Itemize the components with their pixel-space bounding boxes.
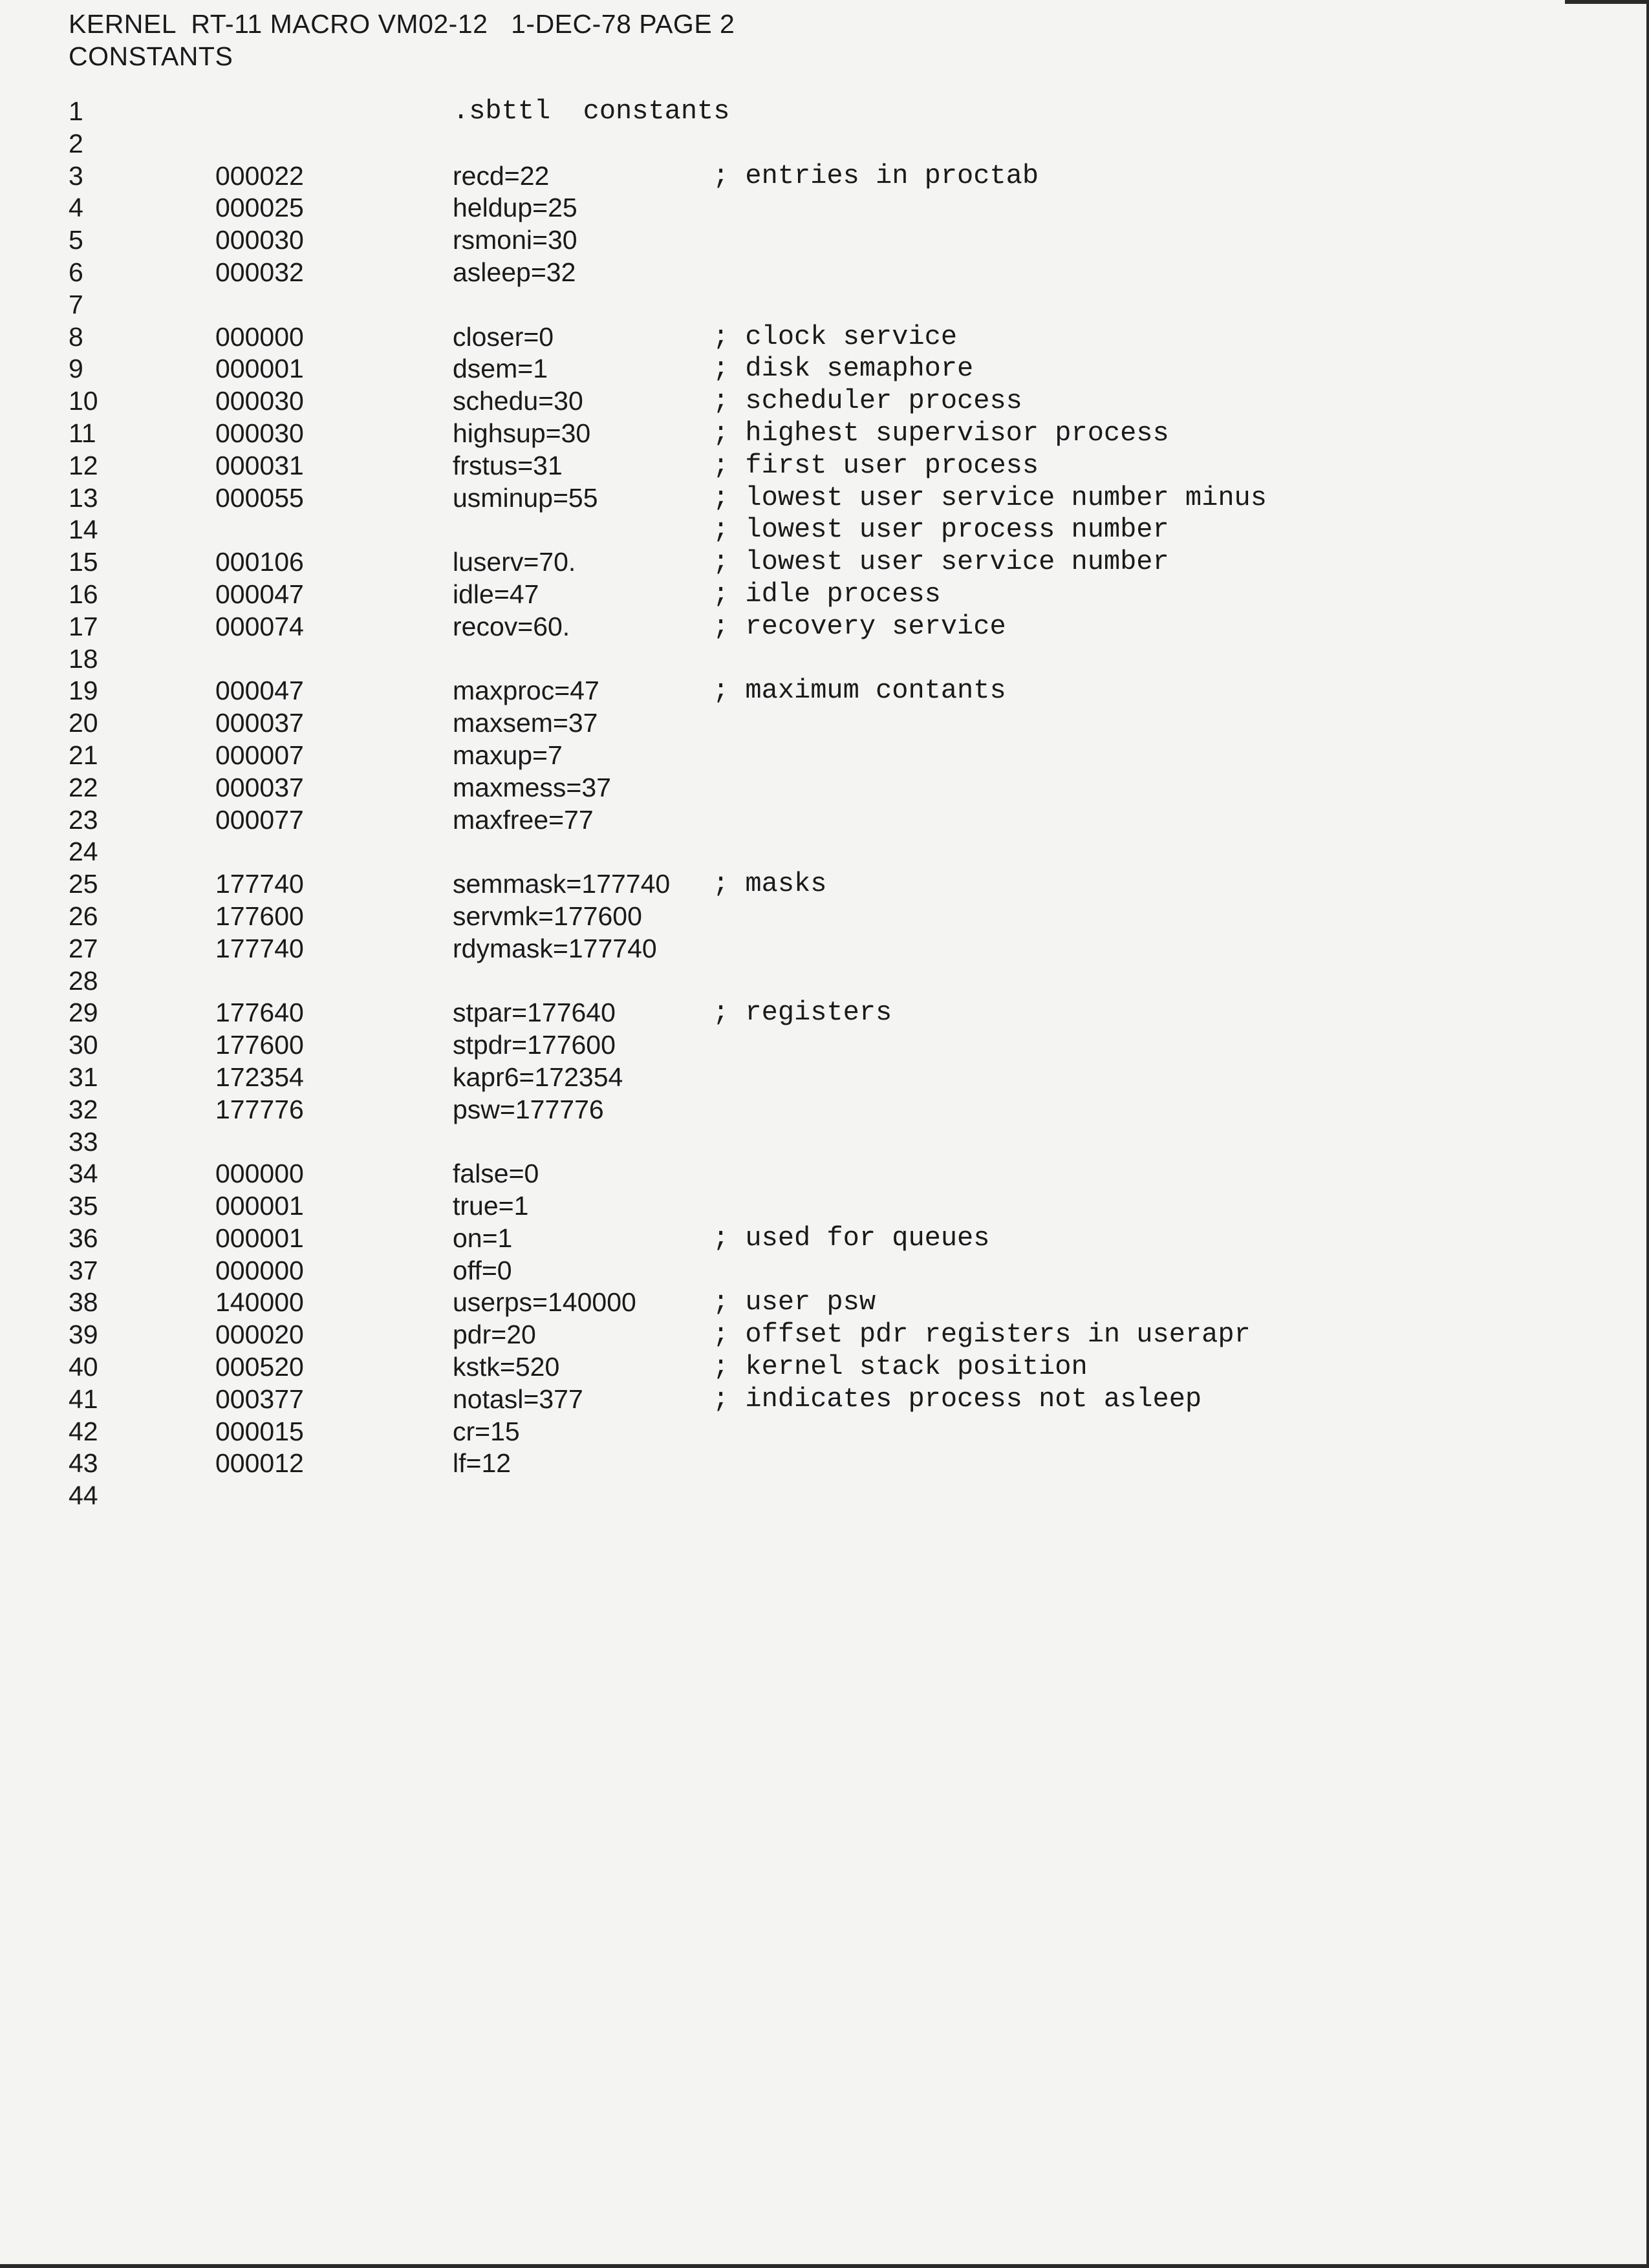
line-number: 22	[69, 772, 98, 802]
octal-value: 000000	[215, 1255, 304, 1285]
line-number: 25	[69, 869, 98, 899]
source-statement: recov=60.	[453, 611, 570, 641]
source-statement: maxsem=37	[453, 708, 598, 738]
source-statement: heldup=25	[453, 193, 577, 223]
source-statement: stpar=177640	[453, 998, 616, 1028]
source-statement: closer=0	[453, 321, 554, 352]
header-section-line: CONSTANTS	[69, 41, 233, 71]
line-number: 24	[69, 837, 98, 867]
source-statement: maxup=7	[453, 740, 563, 770]
octal-value: 000001	[215, 1191, 304, 1221]
source-comment: ; kernel stack position	[713, 1351, 1088, 1383]
source-statement: psw=177776	[453, 1094, 604, 1124]
line-number: 15	[69, 547, 98, 577]
line-number: 17	[69, 611, 98, 641]
source-statement: maxfree=77	[453, 804, 594, 835]
octal-value: 000047	[215, 579, 304, 609]
octal-value: 000022	[215, 160, 304, 191]
line-number: 3	[69, 160, 83, 191]
source-statement: maxproc=47	[453, 676, 599, 706]
source-comment: ; user psw	[713, 1287, 876, 1318]
line-number: 20	[69, 708, 98, 738]
line-number: 27	[69, 933, 98, 963]
octal-value: 172354	[215, 1062, 304, 1092]
line-number: 41	[69, 1384, 98, 1414]
source-statement: on=1	[453, 1223, 513, 1253]
source-statement: luserv=70.	[453, 547, 576, 577]
source-statement: highsup=30	[453, 418, 591, 448]
line-number: 44	[69, 1481, 98, 1511]
octal-value: 000007	[215, 740, 304, 770]
page-right-edge	[1646, 0, 1649, 2268]
line-number: 10	[69, 386, 98, 416]
octal-value: 000077	[215, 804, 304, 835]
source-statement: servmk=177600	[453, 901, 642, 931]
line-number: 2	[69, 128, 83, 158]
line-number: 12	[69, 450, 98, 480]
line-number: 14	[69, 515, 98, 545]
source-comment: ; lowest user service number	[713, 546, 1169, 578]
line-number: 5	[69, 225, 83, 255]
line-number: 7	[69, 289, 83, 319]
source-statement: userps=140000	[453, 1287, 636, 1318]
line-number: 18	[69, 643, 98, 674]
octal-value: 000047	[215, 676, 304, 706]
line-number: 23	[69, 804, 98, 835]
page-bottom-edge	[0, 2264, 1649, 2268]
octal-value: 000000	[215, 321, 304, 352]
octal-value: 000025	[215, 193, 304, 223]
line-number: 4	[69, 193, 83, 223]
source-statement: stpdr=177600	[453, 1030, 616, 1060]
source-statement: rdymask=177740	[453, 933, 657, 963]
octal-value: 000001	[215, 1223, 304, 1253]
line-number: 19	[69, 676, 98, 706]
line-number: 39	[69, 1320, 98, 1350]
line-number: 21	[69, 740, 98, 770]
source-statement: pdr=20	[453, 1320, 536, 1350]
octal-value: 000055	[215, 482, 304, 513]
header-title-line: KERNEL RT-11 MACRO VM02-12 1-DEC-78 PAGE 2	[69, 9, 735, 39]
source-statement: semmask=177740	[453, 869, 671, 899]
line-number: 26	[69, 901, 98, 931]
octal-value: 000037	[215, 708, 304, 738]
line-number: 33	[69, 1126, 98, 1157]
source-comment: ; idle process	[713, 578, 941, 610]
source-statement: schedu=30	[453, 386, 583, 416]
octal-value: 000020	[215, 1320, 304, 1350]
source-comment: ; masks	[713, 868, 827, 900]
page-edge-shadow	[1565, 0, 1649, 4]
line-number: 36	[69, 1223, 98, 1253]
source-comment: ; entries in proctab	[713, 160, 1039, 191]
octal-value: 140000	[215, 1287, 304, 1318]
source-comment: ; registers	[713, 997, 892, 1029]
octal-value: 177640	[215, 998, 304, 1028]
line-number: 13	[69, 482, 98, 513]
source-comment: ; used for queues	[713, 1222, 990, 1254]
octal-value: 177776	[215, 1094, 304, 1124]
source-comment: ; lowest user service number minus	[713, 482, 1267, 513]
line-number: 32	[69, 1094, 98, 1124]
source-statement: kapr6=172354	[453, 1062, 623, 1092]
octal-value: 177600	[215, 901, 304, 931]
line-number: 34	[69, 1159, 98, 1189]
listing-header	[69, 8, 735, 72]
source-statement: recd=22	[453, 160, 550, 191]
source-comment: ; maximum contants	[713, 675, 1006, 707]
line-number: 8	[69, 321, 83, 352]
octal-value: 177740	[215, 933, 304, 963]
line-number: 42	[69, 1416, 98, 1446]
line-number: 28	[69, 965, 98, 996]
source-statement: .sbttl constants	[453, 96, 730, 127]
line-number: 37	[69, 1255, 98, 1285]
octal-value: 000000	[215, 1159, 304, 1189]
source-comment: ; lowest user process number	[713, 514, 1169, 546]
source-statement: true=1	[453, 1191, 529, 1221]
source-statement: notasl=377	[453, 1384, 583, 1414]
source-comment: ; clock service	[713, 321, 958, 352]
source-statement: maxmess=37	[453, 772, 611, 802]
source-statement: dsem=1	[453, 354, 548, 384]
octal-value: 000377	[215, 1384, 304, 1414]
source-comment: ; first user process	[713, 449, 1039, 481]
source-statement: off=0	[453, 1255, 512, 1285]
source-statement: kstk=520	[453, 1352, 560, 1382]
source-comment: ; scheduler process	[713, 385, 1022, 417]
line-number: 30	[69, 1030, 98, 1060]
octal-value: 000032	[215, 257, 304, 287]
octal-value: 177600	[215, 1030, 304, 1060]
octal-value: 000012	[215, 1448, 304, 1479]
line-number: 31	[69, 1062, 98, 1092]
line-number: 1	[69, 96, 83, 126]
octal-value: 000030	[215, 418, 304, 448]
line-number: 11	[69, 418, 96, 448]
source-statement: cr=15	[453, 1416, 520, 1446]
source-comment: ; recovery service	[713, 610, 1006, 642]
source-comment: ; offset pdr registers in userapr	[713, 1319, 1251, 1351]
source-comment: ; disk semaphore	[713, 353, 974, 385]
octal-value: 177740	[215, 869, 304, 899]
octal-value: 000030	[215, 225, 304, 255]
source-comment: ; highest supervisor process	[713, 417, 1169, 449]
source-statement: false=0	[453, 1159, 539, 1189]
octal-value: 000074	[215, 611, 304, 641]
line-number: 35	[69, 1191, 98, 1221]
octal-value: 000520	[215, 1352, 304, 1382]
line-number: 40	[69, 1352, 98, 1382]
source-statement: rsmoni=30	[453, 225, 577, 255]
line-number: 6	[69, 257, 83, 287]
line-number: 38	[69, 1287, 98, 1318]
source-statement: asleep=32	[453, 257, 576, 287]
line-number: 16	[69, 579, 98, 609]
line-number: 43	[69, 1448, 98, 1479]
source-statement: usminup=55	[453, 482, 598, 513]
octal-value: 000037	[215, 772, 304, 802]
octal-value: 000015	[215, 1416, 304, 1446]
octal-value: 000030	[215, 386, 304, 416]
source-comment: ; indicates process not asleep	[713, 1383, 1202, 1415]
octal-value: 000031	[215, 450, 304, 480]
octal-value: 000001	[215, 354, 304, 384]
line-number: 29	[69, 998, 98, 1028]
source-statement: lf=12	[453, 1448, 512, 1479]
line-number: 9	[69, 354, 83, 384]
source-statement: idle=47	[453, 579, 539, 609]
octal-value: 000106	[215, 547, 304, 577]
source-statement: frstus=31	[453, 450, 563, 480]
